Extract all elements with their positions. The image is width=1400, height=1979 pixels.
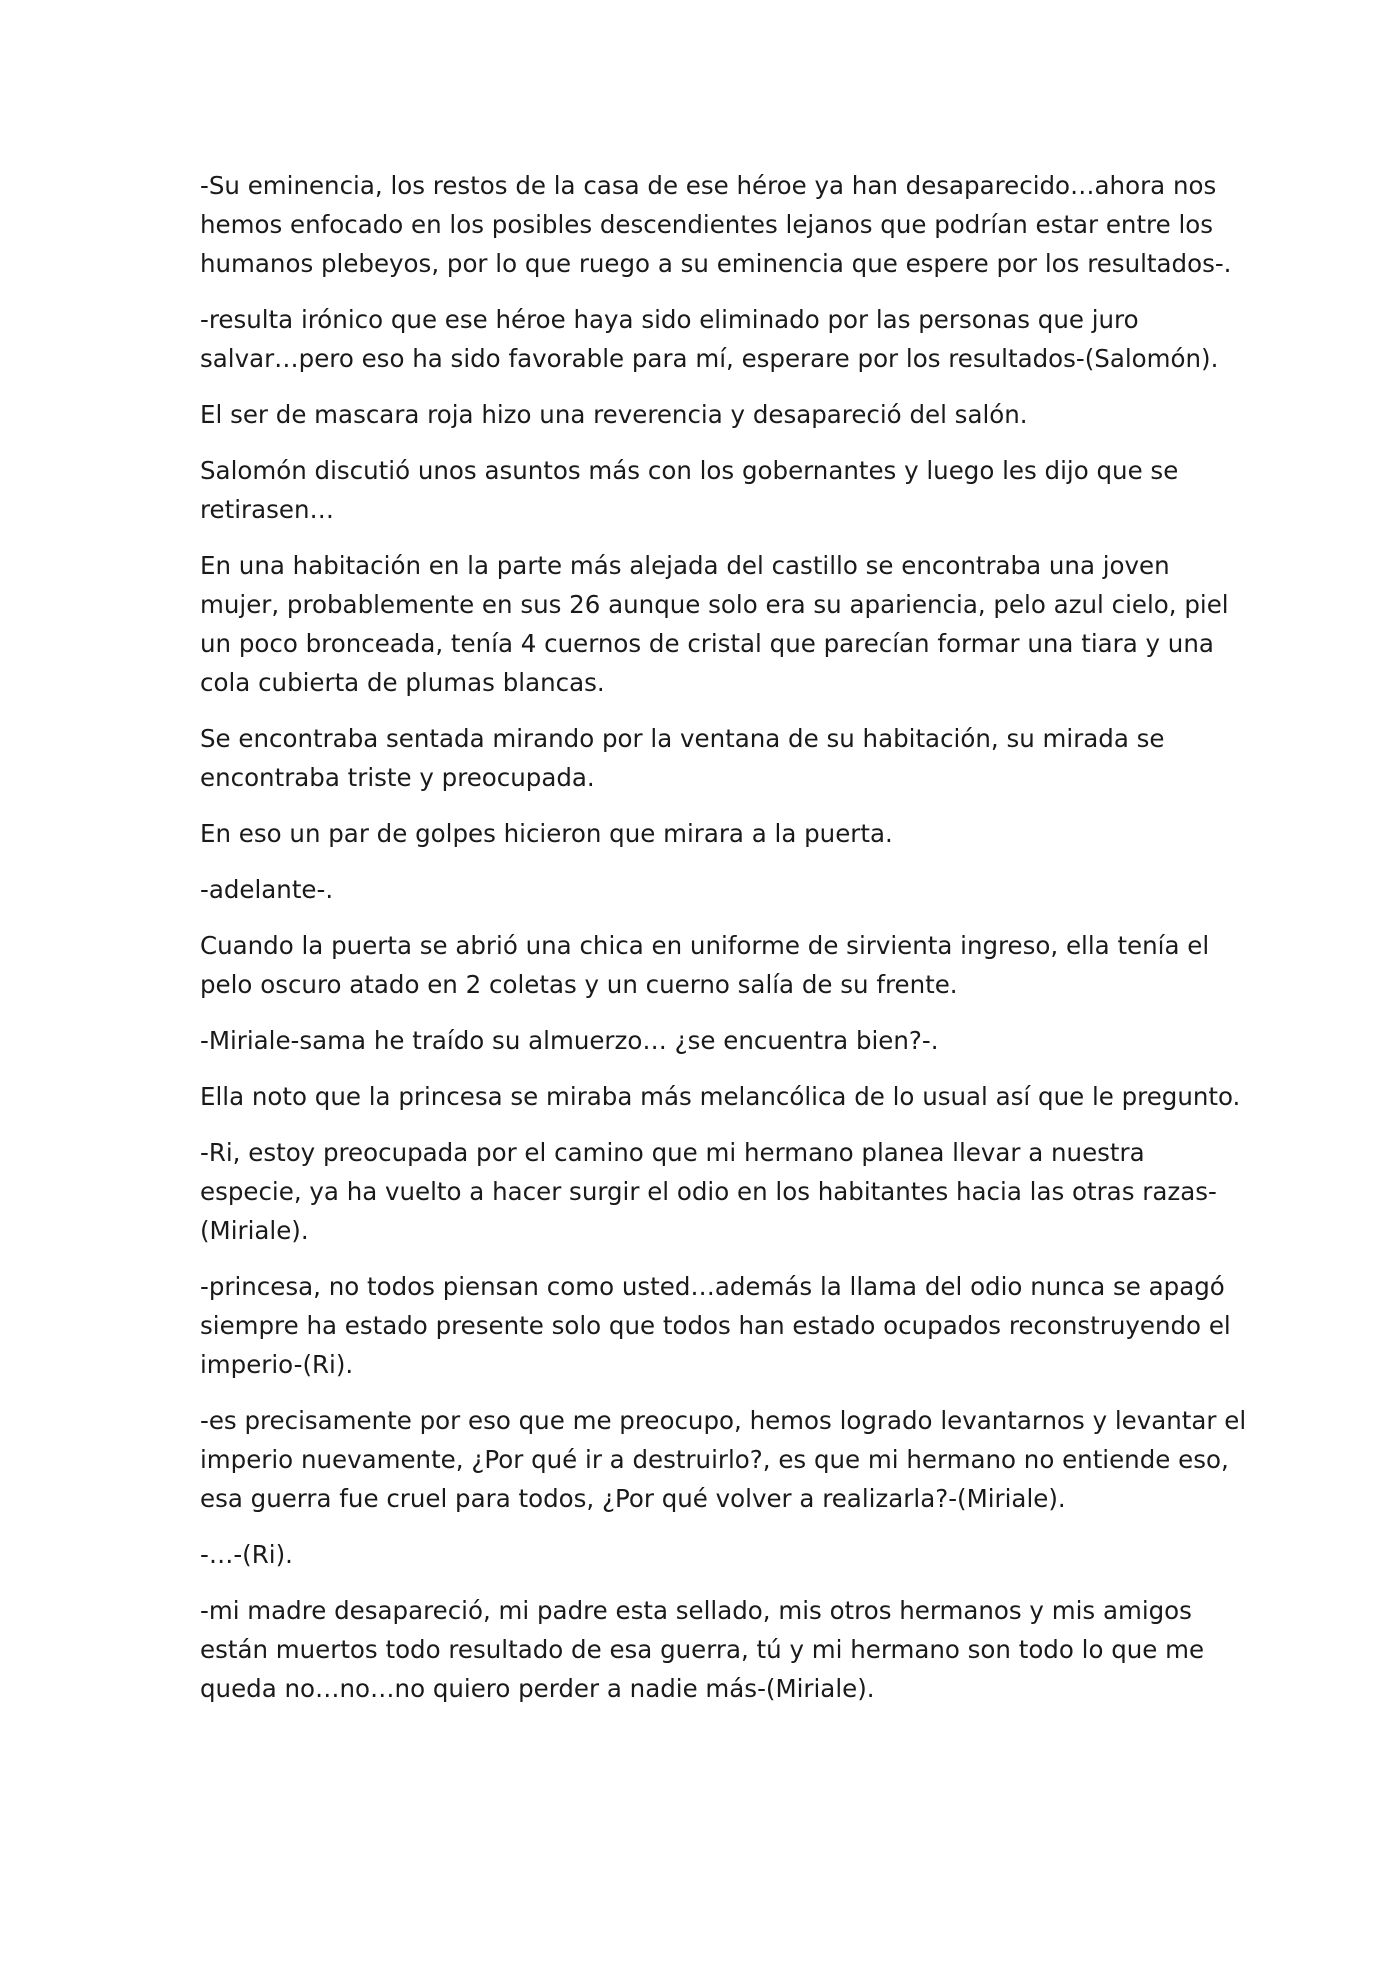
- text-line: siempre ha estado presente solo que todos han estado ocupados reconstruyendo el: [200, 1311, 1231, 1340]
- text-line: -…-(Ri).: [200, 1540, 293, 1569]
- text-line: -princesa, no todos piensan como usted…además la llama del odio nunca se apagó: [200, 1272, 1225, 1301]
- document-body: [200, 166, 1247, 1725]
- paragraph: [200, 1133, 1217, 1250]
- text-line: En eso un par de golpes hicieron que mirara a la puerta.: [200, 819, 893, 848]
- paragraph: [200, 1021, 1210, 1060]
- paragraph: [200, 814, 1210, 853]
- text-line: -resulta irónico que ese héroe haya sido eliminado por las personas que juro: [200, 305, 1139, 334]
- text-line: Ella noto que la princesa se miraba más melancólica de lo usual así que le pregunto.: [200, 1082, 1241, 1111]
- text-line: retirasen…: [200, 495, 334, 524]
- text-line: esa guerra fue cruel para todos, ¿Por qué volver a realizarla?-(Miriale).: [200, 1484, 1066, 1513]
- text-line: -Ri, estoy preocupada por el camino que mi hermano planea llevar a nuestra: [200, 1138, 1145, 1167]
- text-line: hemos enfocado en los posibles descendientes lejanos que podrían estar entre los: [200, 210, 1214, 239]
- text-line: (Miriale).: [200, 1216, 309, 1245]
- text-line: El ser de mascara roja hizo una reverencia y desapareció del salón.: [200, 400, 1028, 429]
- text-line: -Su eminencia, los restos de la casa de ese héroe ya han desaparecido…ahora nos: [200, 171, 1217, 200]
- paragraph: [200, 926, 1210, 1004]
- paragraph: [200, 1535, 1210, 1574]
- text-line: especie, ya ha vuelto a hacer surgir el odio en los habitantes hacia las otras razas-: [200, 1177, 1217, 1206]
- paragraph: [200, 166, 1232, 283]
- text-line: -adelante-.: [200, 875, 334, 904]
- paragraph: [200, 719, 1210, 797]
- paragraph: [200, 870, 1210, 909]
- text-line: salvar…pero eso ha sido favorable para mí, esperare por los resultados-(Salomón).: [200, 344, 1219, 373]
- text-line: Cuando la puerta se abrió una chica en uniforme de sirvienta ingreso, ella tenía el: [200, 931, 1210, 960]
- paragraph: [200, 1267, 1231, 1384]
- text-line: queda no…no…no quiero perder a nadie más-(Miriale).: [200, 1674, 875, 1703]
- text-line: están muertos todo resultado de esa guerra, tú y mi hermano son todo lo que me: [200, 1635, 1205, 1664]
- paragraph: [200, 1591, 1210, 1708]
- text-line: -mi madre desapareció, mi padre esta sellado, mis otros hermanos y mis amigos: [200, 1596, 1192, 1625]
- paragraph: [200, 1401, 1247, 1518]
- text-line: Se encontraba sentada mirando por la ventana de su habitación, su mirada se: [200, 724, 1165, 753]
- paragraph: [200, 395, 1210, 434]
- text-line: imperio nuevamente, ¿Por qué ir a destruirlo?, es que mi hermano no entiende eso,: [200, 1445, 1229, 1474]
- text-line: mujer, probablemente en sus 26 aunque solo era su apariencia, pelo azul cielo, piel: [200, 590, 1229, 619]
- text-line: pelo oscuro atado en 2 coletas y un cuerno salía de su frente.: [200, 970, 958, 999]
- paragraph: [200, 1077, 1241, 1116]
- paragraph: [200, 546, 1229, 702]
- text-line: En una habitación en la parte más alejada del castillo se encontraba una joven: [200, 551, 1170, 580]
- text-line: encontraba triste y preocupada.: [200, 763, 595, 792]
- text-line: cola cubierta de plumas blancas.: [200, 668, 605, 697]
- text-line: un poco bronceada, tenía 4 cuernos de cristal que parecían formar una tiara y una: [200, 629, 1214, 658]
- paragraph: [200, 300, 1219, 378]
- text-line: -es precisamente por eso que me preocupo, hemos logrado levantarnos y levantar el: [200, 1406, 1247, 1435]
- text-line: imperio-(Ri).: [200, 1350, 354, 1379]
- text-line: -Miriale-sama he traído su almuerzo… ¿se encuentra bien?-.: [200, 1026, 939, 1055]
- paragraph: [200, 451, 1210, 529]
- text-line: Salomón discutió unos asuntos más con los gobernantes y luego les dijo que se: [200, 456, 1179, 485]
- text-line: humanos plebeyos, por lo que ruego a su eminencia que espere por los resultados-.: [200, 249, 1232, 278]
